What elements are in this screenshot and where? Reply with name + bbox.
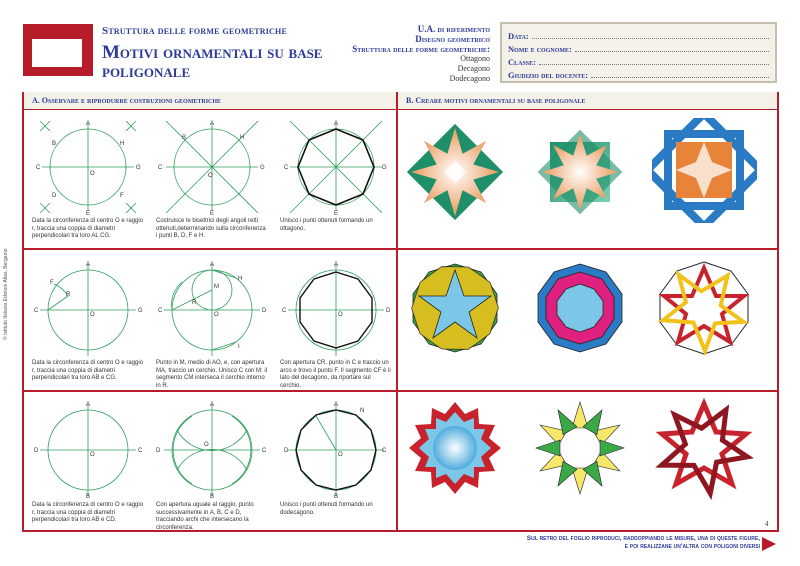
point-label: H [120,141,125,147]
point-label: C [36,165,41,171]
dodecagon-step3-diagram [276,398,396,498]
caption-r1c1: Data la circonferenza di centro O e raggio r, traccia una coppia di diametri perpendicolari tra loro AL CG. [32,218,144,239]
ornament-decagon-pink [530,258,630,358]
point-label: A [334,402,339,408]
point-label: B [210,494,215,498]
page-title: Motivi ornamentali su base poligonale [102,42,323,82]
point-label: F [120,193,124,199]
point-label: D [386,308,391,314]
date-field[interactable] [508,28,769,41]
point-label: M [214,284,219,290]
point-label: A [210,121,215,127]
ref-subject: Disegno geometrico [415,34,490,44]
point-label: E [210,211,215,215]
point-label: C [158,308,163,314]
ornament-dodecagon-spiral [530,398,630,498]
reference-block [340,24,490,84]
caption-r2c1: Data la circonferenza di centro O e raggio r, traccia una coppia di diametri perpendicolari tra loro AB e CG. [32,360,144,381]
caption-r3c1: Data la circonferenza di centro O e raggio r, traccia una coppia di diametri perpendicolari tra loro AB e CD. [32,502,144,523]
copyright: © Istituto Italiano Edizioni Atlas, Bergamo [3,248,9,340]
point-label: A [334,262,339,268]
point-label: R [66,292,71,298]
name-label: Nome e cognome: [508,44,572,54]
point-label: O [90,171,95,177]
section-a-heading: A. Osservare e riprodurre costruzioni geometriche [24,92,396,110]
row-divider [22,248,777,250]
row-divider [22,390,777,392]
grade-label: Giudizio del docente: [508,70,589,80]
point-label: G [136,165,141,171]
point-label: O [338,452,343,458]
point-label: O [90,452,95,458]
class-field[interactable] [508,54,769,67]
ref-item: Decagono [457,64,490,73]
point-label: A [86,402,91,408]
ornament-dodecagon-star [405,398,505,498]
point-label: A [334,121,339,127]
point-label: E [334,211,339,215]
point-label: R [192,300,197,306]
point-label: B [52,141,57,147]
class-label: Classe: [508,57,536,67]
point-label: C [282,308,287,314]
point-label: D [262,308,267,314]
section-b-heading: B. Creare motivi ornamentali su base poligonale [398,92,777,110]
point-label: O [204,442,209,448]
dodecagon-step2-diagram [152,398,272,498]
point-label: O [338,312,343,318]
decagon-step2-diagram [152,256,272,356]
point-label: N [360,408,365,414]
ref-topic: Struttura delle forme geometriche: [352,44,490,54]
grade-field[interactable] [508,67,769,80]
ornament-octagon-star-2 [530,122,630,222]
caption-r3c2: Con apertura uguale al raggio, punto successivamente in A, B, C e D, tracciando archi che intersecano la circonferenza. [156,502,254,531]
caption-r3c3: Unisco i punti ottenuti formando un dodecagono. [280,502,373,516]
caption-r2c2: Punto in M, medio di AO, e, con apertura MA, traccio un cerchio. Unisco C con M: il segmento CM interseca il cerchio interno in R. [156,360,268,389]
point-label: A [210,402,215,408]
octagon-step3-diagram [276,115,396,215]
publisher-logo [23,24,93,76]
point-label: H [238,276,243,282]
ref-item: Ottagono [460,54,490,63]
instruction-line: e poi realizzane un'altra con poligoni diversi [624,543,760,550]
caption-r2c3: Con apertura CR, punto in C e traccio un arco e trovo il punto F. Il segmento CF è il lato del decagono, da riportare sul cerchio. [280,360,391,389]
ornament-decagon-star [405,258,505,358]
ornament-dodecagon-woven [652,396,757,501]
octagon-step1-diagram [28,115,148,215]
octagon-step2-diagram [152,115,272,215]
point-label: D [34,448,39,454]
point-label: E [86,211,91,215]
instruction-line: Sul retro del foglio riproduci, raddoppiando le misure, una di queste figure, [526,535,760,542]
footer-instructions [520,535,760,551]
point-label: O [208,173,213,179]
student-info-box [500,22,777,83]
point-label: G [138,308,143,314]
point-label: C [158,165,163,171]
point-label: D [284,448,289,454]
point-label: G [382,165,387,171]
point-label: C [262,448,267,454]
point-label: C [34,308,39,314]
point-label: C [382,448,387,454]
ornament-decagon-woven [652,256,757,361]
point-label: C [138,448,143,454]
next-arrow-icon [762,537,776,551]
point-label: F [50,280,54,286]
point-label: O [90,312,95,318]
caption-r1c2: Costruisce le bisettrici degli angoli retti ottenuti,determinando sulla circonferenza i punti B, D, F e H. [156,218,266,239]
section-divider [396,92,398,532]
series-title: Struttura delle forme geometriche [102,25,287,37]
point-label: B [86,494,91,498]
point-label: H [240,135,245,141]
point-label: B [182,135,187,141]
dodecagon-step1-diagram [28,398,148,498]
point-label: D [52,193,57,199]
ref-title: U.A. di riferimento [417,24,490,34]
point-label: A [210,262,215,268]
point-label: D [156,448,161,454]
point-label: G [260,165,265,171]
ornament-octagon-woven [652,118,757,223]
decagon-step1-diagram [28,256,148,356]
caption-r1c3: Unisco i punti ottenuti formando un ottagono. [280,218,373,232]
name-field[interactable] [508,41,769,54]
point-label: B [334,494,339,498]
point-label: O [214,312,219,318]
point-label: A [86,262,91,268]
decagon-step3-diagram [276,256,396,356]
date-label: Data: [508,31,529,41]
ref-item: Dodecagono [449,74,490,83]
ornament-octagon-star-1 [405,122,505,222]
point-label: C [284,165,289,171]
point-label: A [86,121,91,127]
point-label: I [238,344,240,350]
page-number: 4 [765,520,769,528]
